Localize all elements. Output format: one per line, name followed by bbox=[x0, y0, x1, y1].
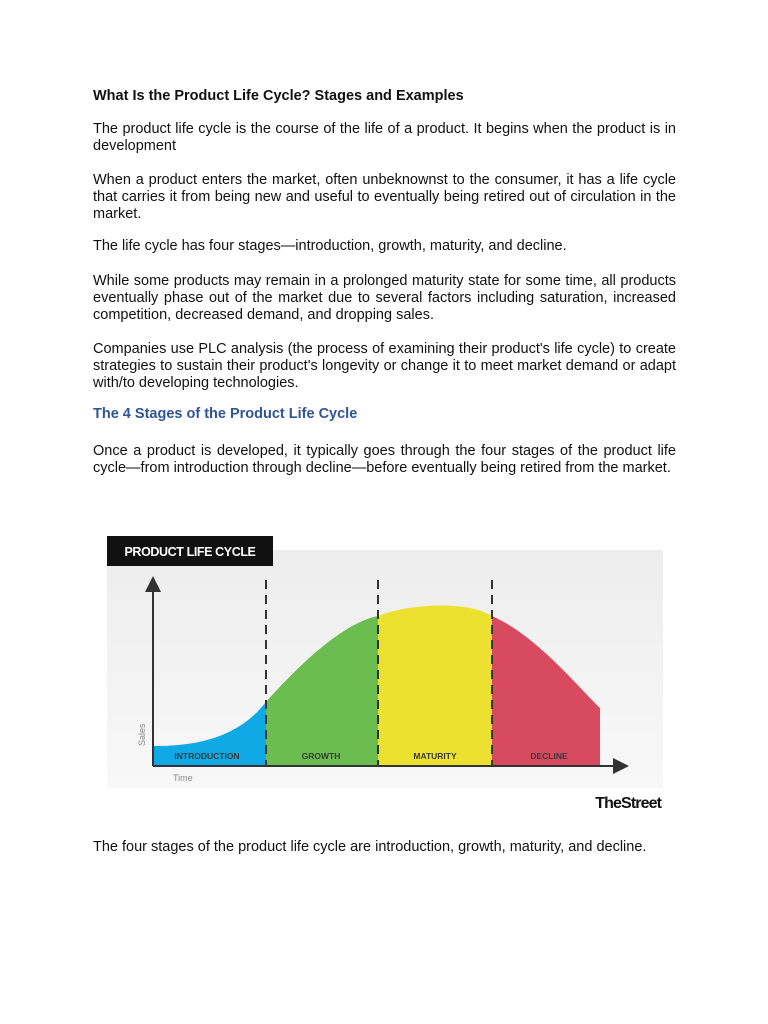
life-cycle-diagram bbox=[107, 536, 663, 814]
stage-label-maturity: MATURITY bbox=[413, 751, 457, 761]
product-life-cycle-figure bbox=[107, 536, 663, 814]
y-axis-label: Sales bbox=[137, 723, 147, 746]
stage-label-decline: DECLINE bbox=[530, 751, 568, 761]
paragraph-plc-analysis: Companies use PLC analysis (the process of examining their product's life cycle) to create strategies to sustain their product's longevity or change it to meet market demand or adapt with/to developing technologies. bbox=[93, 341, 676, 391]
stage-label-growth: GROWTH bbox=[301, 751, 341, 761]
x-axis-label: Time bbox=[173, 773, 193, 783]
paragraph-four-stages: The life cycle has four stages—introduction, growth, maturity, and decline. bbox=[93, 238, 567, 254]
paragraph-closing: The four stages of the product life cycle are introduction, growth, maturity, and decline. bbox=[93, 839, 647, 855]
section-heading: The 4 Stages of the Product Life Cycle bbox=[93, 406, 358, 422]
paragraph-market-entry: When a product enters the market, often unbeknownst to the consumer, it has a life cycle that carries it from being new and useful to eventually being retired out of circulation in the market. bbox=[93, 172, 676, 222]
document-title: What Is the Product Life Cycle? Stages and Examples bbox=[93, 88, 464, 104]
paragraph-stages-intro: Once a product is developed, it typically goes through the four stages of the product life cycle—from introduction through decline—before eventually being retired from the market. bbox=[93, 443, 676, 476]
figure-banner-text: PRODUCT LIFE CYCLE bbox=[124, 545, 256, 559]
paragraph-definition: The product life cycle is the course of the life of a product. It begins when the product is in development bbox=[93, 121, 676, 154]
brand-logo: TheStreet bbox=[595, 795, 661, 812]
stage-label-introduction: INTRODUCTION bbox=[174, 751, 240, 761]
paragraph-maturity: While some products may remain in a prolonged maturity state for some time, all products eventually phase out of the market due to several factors including saturation, increased competition, decreased demand, and dropping sales. bbox=[93, 273, 676, 323]
